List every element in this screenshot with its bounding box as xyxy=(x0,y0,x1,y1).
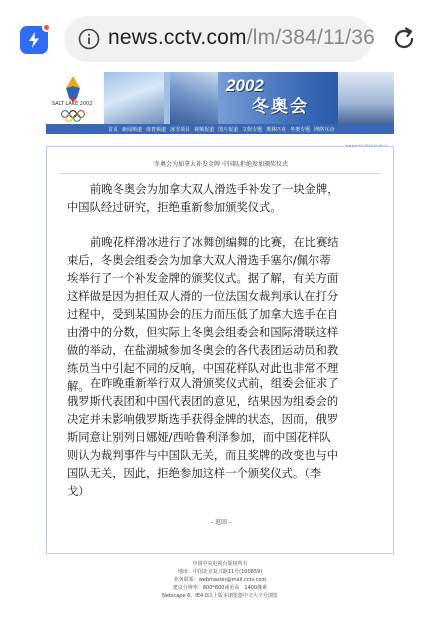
footer-line: 建议分辨率：800*600或更高 1400像素 xyxy=(172,585,268,591)
skier-photo xyxy=(104,72,164,124)
site-banner xyxy=(46,72,394,124)
skater-photo xyxy=(170,72,218,124)
paragraph-line: 前晚冬奥会为加拿大双人滑选手补发了一块金牌， xyxy=(90,183,339,196)
paragraph-line: 由滑中的分数，但实际上冬奥会组委会和国际滑联这样 xyxy=(67,326,339,339)
nav-item[interactable]: 新闻频道 xyxy=(122,126,143,133)
footer-line: 地址：中国北京复兴路11号(100859) xyxy=(177,569,263,575)
breadcrumb xyxy=(46,134,394,144)
paragraph-line: 戈） xyxy=(67,485,90,498)
bobsled-photo xyxy=(338,72,394,124)
divider xyxy=(59,173,381,174)
logo-caption: SALT LAKE 2002 xyxy=(52,101,93,107)
info-icon[interactable] xyxy=(78,28,100,50)
nav-item[interactable]: 体育频道 xyxy=(146,126,167,133)
url-text xyxy=(108,26,375,50)
paragraph-line: 则认为裁判事件与中国队无关，而且奖牌的改变也与中 xyxy=(67,449,339,462)
paragraph-line: 在昨晚重新举行双人滑颁奖仪式前，组委会征求了 xyxy=(90,377,339,390)
paragraph-line: 过程中，受到某国协会的压力而压低了加拿大选手在自 xyxy=(67,308,339,321)
paragraph-line: 决定并未影响俄罗斯选手获得金牌的状态，因而，俄罗 xyxy=(67,413,339,426)
article-panel xyxy=(46,146,394,554)
banner-title: 冬奥会 xyxy=(252,97,309,117)
footer-email-link[interactable]: 业务联系：webmaster@mail.cctv.com xyxy=(173,577,267,583)
paragraph-line: 这样做是因为担任双人滑的一位法国女裁判承认在打分 xyxy=(67,290,339,303)
paragraph-line: 束后，冬奥会组委会为加拿大双人滑选手塞尔/佩尔蒂 xyxy=(67,254,331,267)
site-footer xyxy=(46,560,394,600)
nav-item[interactable]: 视频报道 xyxy=(194,126,215,133)
paragraph-line: 俄罗斯代表团和中国代表团的意见，结果因为组委会的 xyxy=(67,395,339,408)
nav-item[interactable]: 冬奥专题 xyxy=(290,126,311,133)
nav-item[interactable]: 图片报道 xyxy=(218,126,239,133)
paragraph-line: 做的举动，在盐湖城参加冬奥会的各代表团运动员和教 xyxy=(67,344,339,357)
paragraph-line: 埃举行了一个补发金牌的颁奖仪式。据了解，有关方面 xyxy=(67,272,339,285)
nav-item[interactable]: 奥林匹克 xyxy=(266,126,287,133)
paragraph-line: 国队无关，因此，拒绝参加这样一个颁奖仪式。（李 xyxy=(67,467,322,480)
nav-item[interactable]: 首页 xyxy=(108,126,119,133)
nav-item[interactable]: 文娱专题 xyxy=(242,126,263,133)
paragraph-line: 中国队经过研究，拒绝重新参加颁奖仪式。 xyxy=(67,201,282,214)
paragraph-line: 斯同意让别列日娜娅/西哈鲁利泽参加，而中国花样队 xyxy=(67,431,331,444)
article-headline: 冬奥会为加拿大补发金牌 中国队拒绝参加颁奖仪式 xyxy=(154,161,288,168)
notification-dot xyxy=(42,23,51,32)
footer-line: Netscape 6、IE4.0以上版本浏览器中文大字号浏览 xyxy=(162,593,278,599)
site-nav xyxy=(46,124,394,134)
article-paragraph xyxy=(67,375,373,501)
url-host: news.cctv.com xyxy=(108,26,247,49)
nav-item[interactable]: 网络互动 xyxy=(314,126,335,133)
paragraph-line: 解。 xyxy=(67,380,90,393)
paragraph-line: 前晚花样滑冰进行了冰舞创编舞的比赛，在比赛结 xyxy=(90,236,339,249)
article-paragraph xyxy=(67,234,373,396)
nav-item[interactable]: 冰雪项目 xyxy=(170,126,191,133)
address-bar[interactable] xyxy=(64,16,376,62)
paragraph-line: 练员当中引起不同的反响，中国花样队对此也非常不理 xyxy=(67,362,339,375)
browser-toolbar xyxy=(0,0,440,76)
footer-line: 中国中央电视台版权所有 xyxy=(192,561,248,567)
page-frame xyxy=(46,72,394,554)
banner-year: 2002 xyxy=(226,76,264,95)
article-paragraph xyxy=(67,181,373,217)
return-link[interactable]: - 返回 - xyxy=(210,519,232,526)
reload-icon[interactable] xyxy=(390,25,418,53)
app-shield-icon[interactable] xyxy=(20,26,48,54)
url-path: /lm/384/11/36 xyxy=(246,26,376,49)
olympic-logo-icon xyxy=(50,74,96,122)
